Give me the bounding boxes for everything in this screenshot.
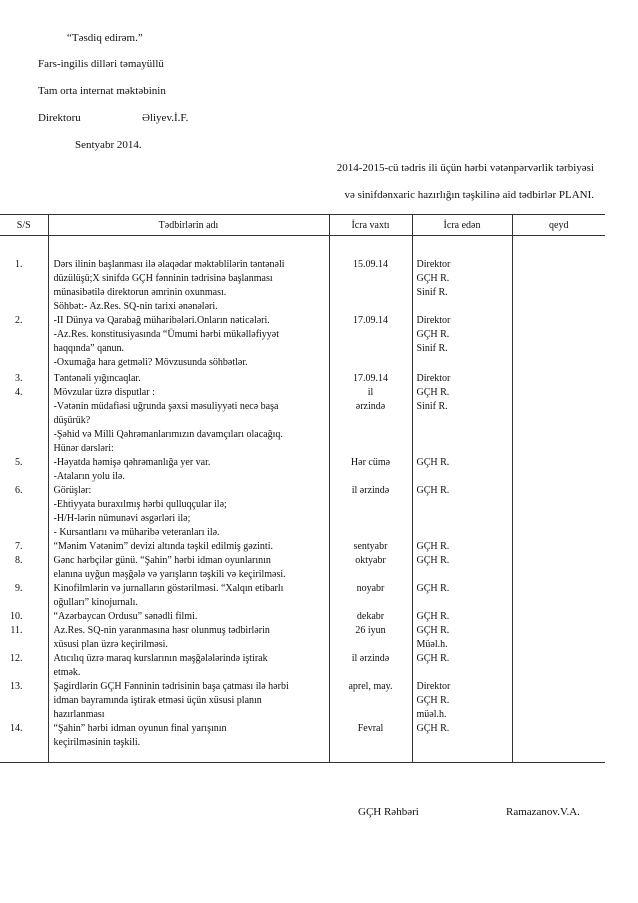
- row-activity: [49, 652, 329, 680]
- row-activity-line: Təntənəli yığıncaqlar.: [53, 373, 141, 384]
- row-time: [330, 554, 412, 568]
- row-executor-line: GÇH R.: [416, 387, 450, 398]
- row-activity: [49, 610, 329, 624]
- row-activity-line: Görüşlər:: [53, 485, 92, 496]
- signature-name: Ramazanov.V.A.: [506, 806, 580, 818]
- row-executor-line: Direktor: [416, 373, 451, 384]
- row-activity-line: -Şəhid və Milli Qəhrəmanlarımızın davamçıları olacağıq.: [53, 429, 283, 440]
- row-executor: [413, 652, 512, 666]
- row-number-line: 3.: [15, 373, 23, 384]
- row-time: [330, 258, 412, 272]
- row-time: [330, 386, 412, 414]
- row-executor-line: Sinif R.: [416, 287, 448, 298]
- approval-date: Sentyabr 2014.: [75, 139, 142, 151]
- row-number-line: 10.: [10, 611, 23, 622]
- director-label: Direktoru: [38, 112, 81, 124]
- column-header-note: qeyd: [512, 215, 605, 236]
- row-activity-line: Atıcılıq üzrə maraq kurslarının məşğələlərində iştirak: [53, 653, 268, 664]
- row-time-line: noyabr: [356, 583, 385, 594]
- row-executor-line: Sinif R.: [416, 401, 448, 412]
- row-activity-line: -Az.Res. konstitusiyasında “Ümumi hərbi mükəlləfiyyət: [53, 329, 280, 340]
- row-executor-line: GÇH R.: [416, 653, 450, 664]
- row-executor-line: GÇH R.: [416, 583, 450, 594]
- row-time-line: 15.09.14: [353, 259, 388, 270]
- row-number: [0, 652, 48, 666]
- row-activity-line: -Vətənin müdafiəsi uğrunda şəxsi məsuliyyəti necə başa: [53, 401, 279, 412]
- row-executor-line: GÇH R.: [416, 611, 450, 622]
- row-executor-line: Direktor: [416, 259, 451, 270]
- row-activity-line: hazırlanması: [53, 709, 105, 720]
- row-activity: [49, 554, 329, 582]
- row-time: [330, 484, 412, 498]
- row-executor-line: GÇH R.: [416, 555, 450, 566]
- row-time-line: il ərzində: [351, 485, 390, 496]
- row-activity: [49, 680, 329, 722]
- row-activity-line: Kinofilmlərin və jurnalların göstərilməsi. “Xalqın etibarlı: [53, 583, 284, 594]
- row-activity-line: keçirilməsinin təşkili.: [53, 737, 141, 748]
- row-time-line: il: [367, 387, 374, 398]
- row-number: [0, 456, 48, 470]
- row-activity-line: düzülüşü;X sinifdə GÇH fənninin tədrisinə başlanması: [53, 273, 273, 284]
- row-time: [330, 456, 412, 470]
- row-activity: [49, 540, 329, 554]
- row-activity-line: Az.Res. SQ-nin yaranmasına həsr olunmuş tədbirlərin: [53, 625, 270, 636]
- row-activity-line: “Şahin” hərbi idman oyunun final yarışının: [53, 723, 227, 734]
- row-activity-line: -Oxumağa hara getməli? Mövzusunda söhbətlər.: [53, 357, 248, 368]
- row-number: [0, 372, 48, 386]
- row-executor: [413, 258, 512, 300]
- row-time: [330, 582, 412, 596]
- column-header-activity: Tədbirlərin adı: [48, 215, 329, 236]
- row-executor-line: Sinif R.: [416, 343, 448, 354]
- row-activity-line: etmək.: [53, 667, 81, 678]
- row-activity: [49, 582, 329, 610]
- row-number-line: 6.: [15, 485, 23, 496]
- school-type-line: Fars-ingilis dilləri təmayüllü: [38, 58, 164, 70]
- row-number: [0, 722, 48, 736]
- row-time-line: Hər cümə: [350, 457, 391, 468]
- plan-table: [0, 214, 605, 763]
- row-activity-line: Şagirdlərin GÇH Fənninin tədrisinin başa çatması ilə hərbi: [53, 681, 289, 692]
- row-time: [330, 372, 412, 386]
- row-activity-line: münasibətilə direktorun əmrinin oxunması.: [53, 287, 227, 298]
- row-time-line: il ərzində: [351, 653, 390, 664]
- row-time-line: 26 iyun: [355, 625, 386, 636]
- plan-title-line-2: və sinifdənxaric hazırlığın təşkilinə aid tədbirlər PLANI.: [344, 189, 594, 201]
- signature-role: GÇH Rəhbəri: [358, 806, 419, 818]
- row-number-line: 11.: [10, 625, 23, 636]
- row-executor: [413, 484, 512, 498]
- row-activity-line: oğulları” kinojurnalı.: [53, 597, 138, 608]
- row-number: [0, 386, 48, 400]
- row-executor-line: Müəl.h.: [416, 639, 448, 650]
- row-executor: [413, 680, 512, 722]
- number-column: [0, 236, 48, 763]
- row-number-line: 5.: [15, 457, 23, 468]
- row-executor: [413, 610, 512, 624]
- row-time-line: 17.09.14: [353, 315, 388, 326]
- row-activity: [49, 456, 329, 484]
- row-time: [330, 722, 412, 736]
- approval-note: “Təsdiq edirəm.”: [67, 32, 143, 44]
- row-number-line: 9.: [15, 583, 23, 594]
- note-column: [512, 236, 605, 763]
- director-name: Əliyev.İ.F.: [142, 112, 189, 124]
- row-executor-line: Direktor: [416, 315, 451, 326]
- row-executor-line: GÇH R.: [416, 723, 450, 734]
- row-time-line: ərzində: [355, 401, 386, 412]
- row-executor-line: GÇH R.: [416, 329, 450, 340]
- row-time: [330, 624, 412, 638]
- row-activity-line: -Ehtiyyata buraxılmış hərbi qulluqçular ilə;: [53, 499, 227, 510]
- row-activity-line: “Mənim Vətənim” devizi altında təşkil edilmiş gəzinti.: [53, 541, 273, 552]
- row-executor-line: Direktor: [416, 681, 451, 692]
- row-executor-line: GÇH R.: [416, 625, 450, 636]
- row-number: [0, 314, 48, 328]
- row-time: [330, 652, 412, 666]
- row-number-line: 2.: [15, 315, 23, 326]
- row-number: [0, 624, 48, 638]
- plan-title-line-1: 2014-2015-cü tədris ili üçün hərbi vətənpərvərlik tərbiyəsi: [336, 162, 594, 174]
- row-number: [0, 554, 48, 568]
- row-time-line: Fevral: [357, 723, 384, 734]
- row-time: [330, 540, 412, 554]
- row-executor: [413, 372, 512, 386]
- row-activity-line: idman bayramında iştirak etməsi üçün xüsusi planın: [53, 695, 262, 706]
- row-activity-line: Söhbət:- Az.Res. SQ-nin tarixi ənənələri.: [53, 301, 218, 312]
- row-time-line: oktyabr: [355, 555, 386, 566]
- table-body-row: [0, 236, 605, 763]
- row-activity-line: xüsusi plan üzrə keçirilməsi.: [53, 639, 168, 650]
- row-number: [0, 540, 48, 554]
- row-executor-line: GÇH R.: [416, 695, 450, 706]
- row-activity: [49, 484, 329, 540]
- row-activity-line: elanına uyğun məşğələ və yarışların təşkili və keçirilməsi.: [53, 569, 286, 580]
- row-activity-line: -II Dünya və Qarabağ müharibələri.Onların nəticələri.: [53, 315, 270, 326]
- row-number-line: 4.: [15, 387, 23, 398]
- row-number-line: 13.: [10, 681, 23, 692]
- row-executor: [413, 554, 512, 568]
- row-activity-line: Hünər dərsləri:: [53, 443, 114, 454]
- table-header-row: [0, 215, 605, 236]
- row-activity-line: -H/H-lərin nümunəvi əsgərləri ilə;: [53, 513, 191, 524]
- row-activity: [49, 314, 329, 370]
- row-executor-line: GÇH R.: [416, 541, 450, 552]
- row-executor-line: müəl.h.: [416, 709, 447, 720]
- row-time-line: 17.09.14: [353, 373, 388, 384]
- row-activity-line: “Azərbaycan Ordusu” sənədli filmi.: [53, 611, 198, 622]
- row-time: [330, 610, 412, 624]
- column-header-time: İcra vaxtı: [329, 215, 412, 236]
- row-number-line: 14.: [10, 723, 23, 734]
- row-number: [0, 258, 48, 272]
- row-executor-line: GÇH R.: [416, 273, 450, 284]
- school-name-line: Tam orta internat məktəbinin: [38, 85, 166, 97]
- row-activity: [49, 386, 329, 456]
- row-time: [330, 314, 412, 328]
- row-time-line: sentyabr: [353, 541, 388, 552]
- row-activity-line: haqqında” qanun.: [53, 343, 125, 354]
- row-activity-line: Dərs ilinin başlanması ilə əlaqədar məktəblilərin təntənəli: [53, 259, 285, 270]
- row-activity: [49, 258, 329, 314]
- row-number-line: 7.: [15, 541, 23, 552]
- row-activity: [49, 624, 329, 652]
- row-activity-line: -Ataların yolu ilə.: [53, 471, 125, 482]
- row-number: [0, 484, 48, 498]
- row-number-line: 12.: [10, 653, 23, 664]
- row-activity: [49, 372, 329, 386]
- row-executor: [413, 386, 512, 414]
- row-executor: [413, 582, 512, 596]
- column-header-number: S/S: [0, 215, 48, 236]
- row-executor: [413, 540, 512, 554]
- row-activity-line: Mövzular üzrə disputlar :: [53, 387, 155, 398]
- row-activity-line: -Həyatda həmişə qəhrəmanlığa yer var.: [53, 457, 211, 468]
- row-number: [0, 610, 48, 624]
- row-activity: [49, 722, 329, 750]
- row-activity-line: Gənc hərbçilər günü. “Şahin” hərbi idman oyunlarının: [53, 555, 271, 566]
- row-executor-line: GÇH R.: [416, 485, 450, 496]
- time-column: [329, 236, 412, 763]
- row-time-line: aprel, may.: [348, 681, 393, 692]
- row-executor: [413, 314, 512, 356]
- row-time: [330, 680, 412, 694]
- row-activity-line: düşürük?: [53, 415, 91, 426]
- row-executor: [413, 456, 512, 470]
- row-number: [0, 680, 48, 694]
- row-time-line: dekabr: [356, 611, 385, 622]
- row-executor-line: GÇH R.: [416, 457, 450, 468]
- row-number-line: 1.: [15, 259, 23, 270]
- row-activity-line: - Kursantlarıı və müharibə veteranları ilə.: [53, 527, 220, 538]
- executor-column: [412, 236, 512, 763]
- row-number-line: 8.: [15, 555, 23, 566]
- row-executor: [413, 624, 512, 652]
- column-header-executor: İcra edən: [412, 215, 512, 236]
- row-executor: [413, 722, 512, 736]
- activity-column: [48, 236, 329, 763]
- row-number: [0, 582, 48, 596]
